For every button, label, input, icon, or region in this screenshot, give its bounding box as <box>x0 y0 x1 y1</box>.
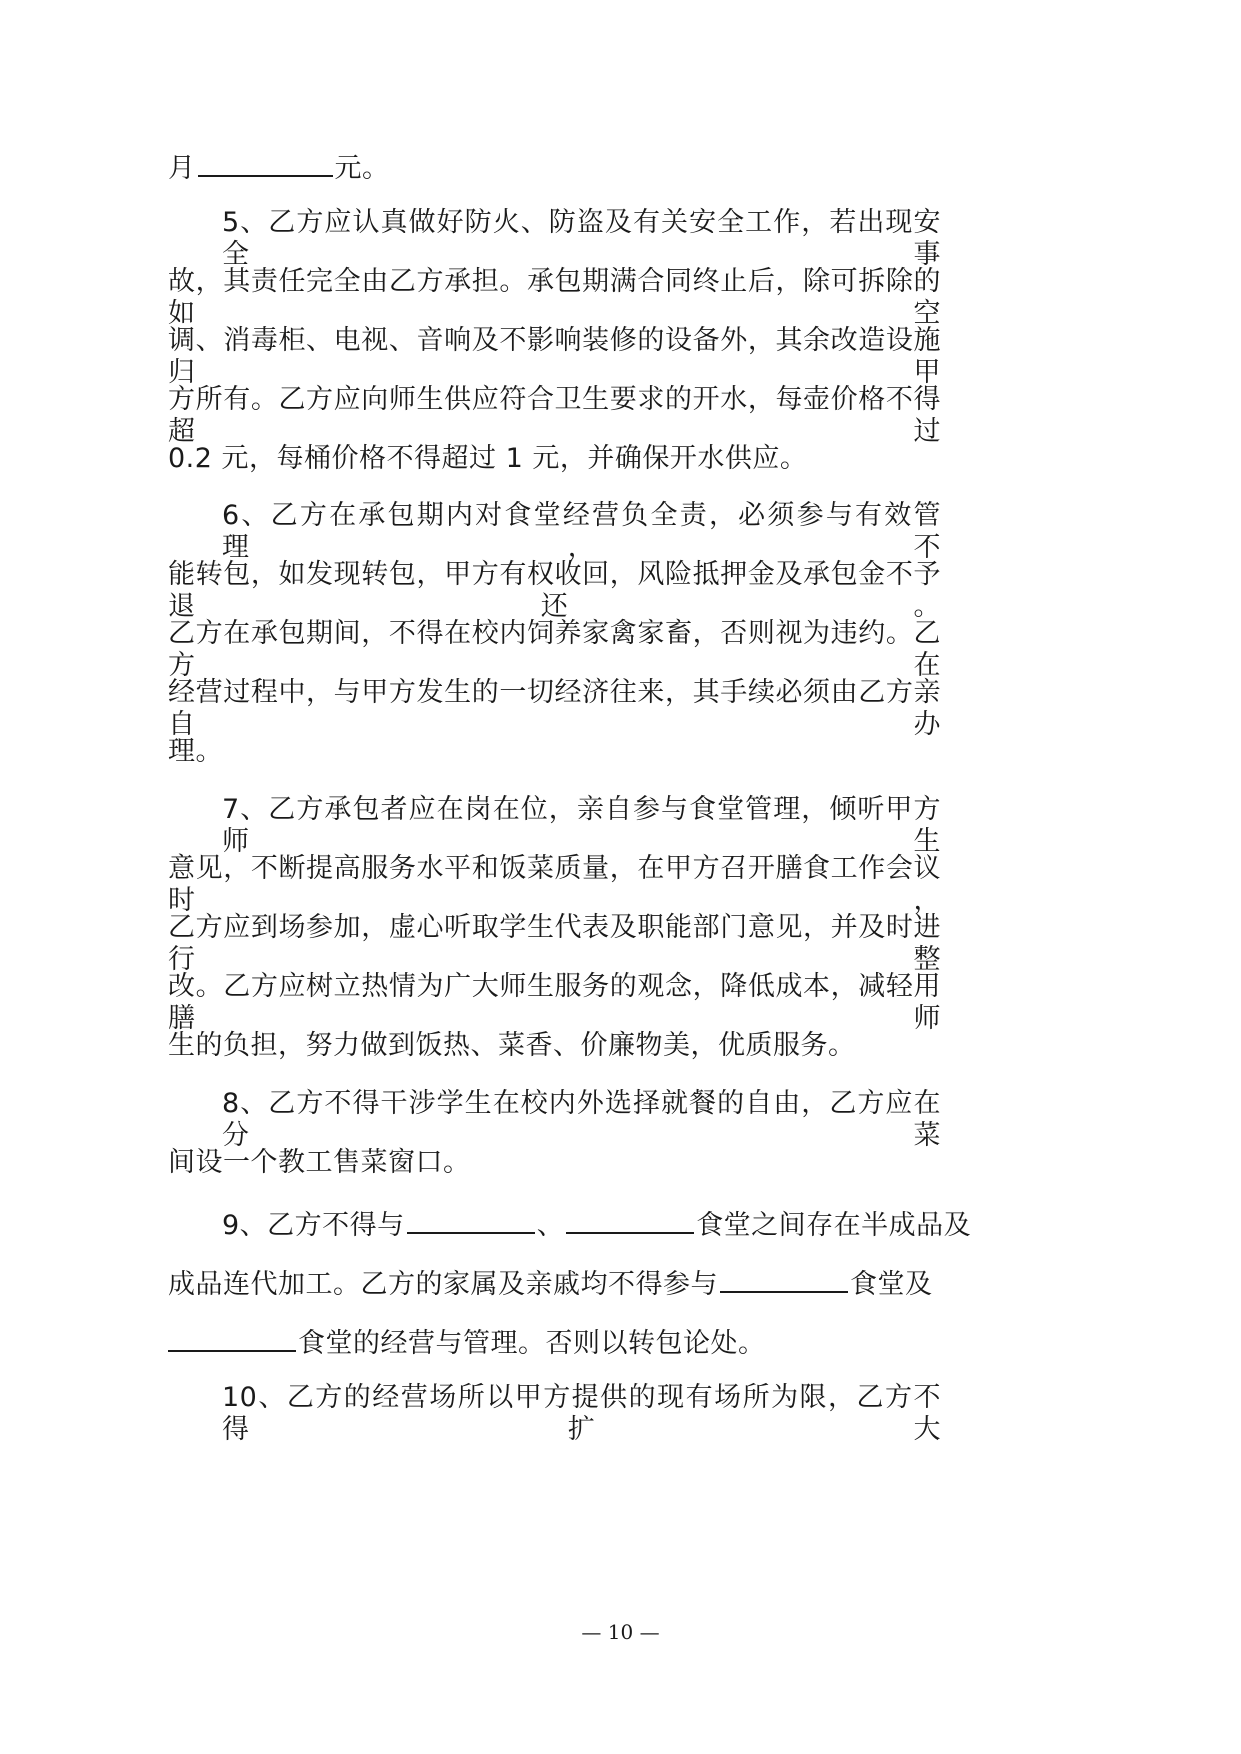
text-line: 10、乙方的经营场所以甲方提供的现有场所为限，乙方不得扩大 <box>222 1382 941 1445</box>
text-line: 6、乙方在承包期内对食堂经营负全责，必须参与有效管理，不 <box>222 500 941 563</box>
fill-in-blank <box>407 1206 535 1234</box>
text-line: 调、消毒柜、电视、音响及不影响装修的设备外，其余改造设施归甲 <box>168 325 941 388</box>
text-line: 食堂的经营与管理。否则以转包论处。 <box>168 1324 766 1360</box>
text-line: 理。 <box>168 736 223 767</box>
text-line: 方所有。乙方应向师生供应符合卫生要求的开水，每壶价格不得超过 <box>168 384 941 447</box>
text-line: 乙方在承包期间，不得在校内饲养家禽家畜，否则视为违约。乙方在 <box>168 618 941 681</box>
text-line: 故，其责任完全由乙方承担。承包期满合同终止后，除可拆除的如空 <box>168 266 941 329</box>
text-line: 经营过程中，与甲方发生的一切经济往来，其手续必须由乙方亲自办 <box>168 677 941 740</box>
text-line: 意见，不断提高服务水平和饭菜质量，在甲方召开膳食工作会议时， <box>168 853 941 916</box>
text-line: 能转包，如发现转包，甲方有权收回，风险抵押金及承包金不予退还。 <box>168 559 941 622</box>
text-line: 9、乙方不得与 、 食堂之间存在半成品及 <box>222 1206 971 1242</box>
text-line: 月 元。 <box>168 149 390 185</box>
fill-in-blank <box>566 1206 694 1234</box>
fill-in-blank <box>198 149 333 177</box>
text-line: 生的负担，努力做到饭热、菜香、价廉物美，优质服务。 <box>168 1030 856 1061</box>
text-line: 改。乙方应树立热情为广大师生服务的观念，降低成本，减轻用膳师 <box>168 971 941 1034</box>
text-line: 间设一个教工售菜窗口。 <box>168 1147 471 1178</box>
page-number: — 10 — <box>581 1620 660 1644</box>
text-line: 乙方应到场参加，虚心听取学生代表及职能部门意见，并及时进行整 <box>168 912 941 975</box>
text-line: 7、乙方承包者应在岗在位，亲自参与食堂管理，倾听甲方师生 <box>222 794 941 857</box>
text-line: 成品连代加工。乙方的家属及亲戚均不得参与 食堂及 <box>168 1265 933 1301</box>
text-line: 5、乙方应认真做好防火、防盗及有关安全工作，若出现安全事 <box>222 207 941 270</box>
fill-in-blank <box>720 1265 848 1293</box>
fill-in-blank <box>168 1324 296 1352</box>
text-line: 0.2 元，每桶价格不得超过 1 元，并确保开水供应。 <box>168 443 808 474</box>
text-line: 8、乙方不得干涉学生在校内外选择就餐的自由，乙方应在分菜 <box>222 1088 941 1151</box>
